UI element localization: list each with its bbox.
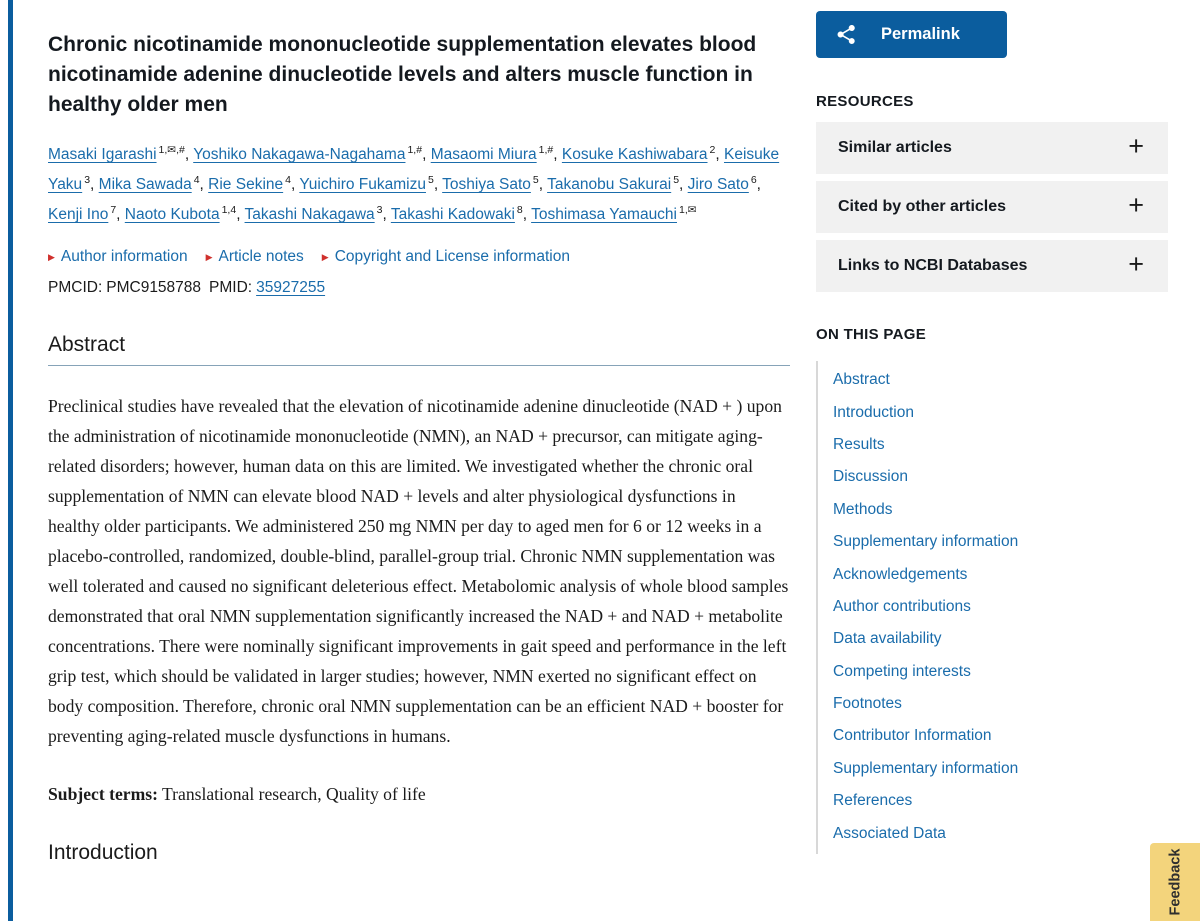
author-entry [390, 203, 532, 223]
author-separator: , [756, 176, 761, 193]
toc-link[interactable]: Results [833, 435, 885, 453]
expand-arrow-icon: ▶ [48, 251, 55, 262]
author-affiliation-sup: 6 [750, 173, 757, 186]
toc-link[interactable]: Competing interests [833, 662, 971, 680]
author-entry [299, 173, 443, 193]
author-affiliation-sup: 5 [427, 173, 434, 186]
toc-item [818, 753, 1168, 785]
author-entry [430, 143, 562, 163]
author-entry [561, 143, 724, 163]
author-separator: , [382, 206, 391, 223]
resources-accordion-item[interactable] [816, 181, 1168, 233]
author-link[interactable]: Mika Sawada [98, 176, 192, 193]
toc-link[interactable]: Methods [833, 500, 893, 518]
toc-link[interactable]: References [833, 792, 913, 810]
author-entry [48, 143, 194, 163]
author-link[interactable]: Toshimasa Yamauchi [531, 206, 677, 223]
author-affiliation-sup: 2 [709, 143, 716, 156]
right-sidebar [816, 0, 1168, 854]
toc-item [818, 623, 1168, 655]
on-this-page-heading: ON THIS PAGE [816, 326, 926, 343]
article-title: Chronic nicotinamide mononucleotide supplementation elevates blood nicotinamide adenine dinucleotide levels and alters muscle function in healthy older men [48, 33, 757, 116]
resources-heading: RESOURCES [816, 93, 914, 110]
author-separator: , [90, 176, 99, 193]
subject-terms [48, 784, 790, 805]
author-separator: , [236, 206, 245, 223]
feedback-button[interactable] [1150, 843, 1200, 921]
accordion-label: Similar articles [838, 139, 952, 156]
pmid-link[interactable]: 35927255 [256, 279, 326, 296]
meta-toggle-label: Copyright and License information [334, 248, 570, 265]
resources-accordion-item[interactable] [816, 122, 1168, 174]
author-link[interactable]: Kenji Ino [48, 206, 109, 223]
plus-icon: + [1128, 190, 1144, 220]
toc-link[interactable]: Acknowledgements [833, 565, 968, 583]
share-icon [836, 24, 857, 45]
author-link[interactable]: Takashi Kadowaki [390, 206, 515, 223]
author-affiliation-sup: 3 [376, 203, 383, 216]
author-separator: , [422, 146, 431, 163]
author-separator: , [199, 176, 209, 193]
toc-link[interactable]: Contributor Information [833, 727, 992, 745]
meta-toggle-label: Article notes [218, 248, 304, 265]
author-affiliation-sup: 7 [110, 203, 117, 216]
author-affiliation-sup: 1,✉ [679, 203, 697, 216]
abstract-divider [48, 365, 790, 366]
plus-icon: + [1128, 249, 1144, 279]
author-separator: , [184, 146, 194, 163]
author-link[interactable]: Jiro Sato [687, 176, 749, 193]
toc-item [818, 429, 1168, 461]
toc-item [818, 461, 1168, 493]
article-main-column [48, 0, 790, 865]
author-affiliation-sup: 1,# [407, 143, 423, 156]
author-affiliation-sup: 3 [84, 173, 91, 186]
toc-link[interactable]: Associated Data [833, 824, 946, 842]
article-ids-row [48, 279, 790, 297]
toc-item [818, 817, 1168, 849]
author-link[interactable]: Takanobu Sakurai [547, 176, 672, 193]
author-affiliation-sup: 4 [193, 173, 200, 186]
toc-link[interactable]: Supplementary information [833, 759, 1019, 777]
author-link[interactable]: Takashi Nakagawa [244, 206, 375, 223]
author-affiliation-sup: 4 [285, 173, 291, 186]
author-affiliation-sup: 1,✉,# [158, 143, 185, 156]
pmid-label: PMID: [209, 279, 253, 296]
author-entry [687, 173, 761, 193]
author-entry [98, 173, 209, 193]
permalink-label: Permalink [881, 25, 960, 43]
author-separator: , [116, 206, 125, 223]
resources-accordion-item[interactable] [816, 240, 1168, 292]
accordion-label: Links to NCBI Databases [838, 257, 1028, 274]
pmcid-value: PMC9158788 [106, 279, 202, 296]
toc-item [818, 558, 1168, 590]
author-separator: , [553, 146, 562, 163]
toc-item [818, 364, 1168, 396]
on-this-page-list [816, 361, 1168, 854]
toc-link[interactable]: Supplementary information [833, 533, 1019, 551]
author-entry [48, 203, 125, 223]
author-link[interactable]: Toshiya Sato [442, 176, 531, 193]
author-affiliation-sup: 8 [516, 203, 523, 216]
article-meta-toggles [48, 248, 790, 266]
meta-toggle-label: Author information [60, 248, 188, 265]
author-entry [193, 143, 431, 163]
introduction-heading: Introduction [48, 841, 158, 864]
toc-link[interactable]: Abstract [833, 371, 890, 389]
author-entry [208, 173, 300, 193]
toc-link[interactable]: Author contributions [833, 597, 971, 615]
author-separator: , [715, 146, 724, 163]
expand-arrow-icon: ▶ [205, 251, 213, 262]
toc-item [818, 656, 1168, 688]
author-affiliation-sup: 1,# [538, 143, 554, 156]
toc-link[interactable]: Introduction [833, 403, 914, 421]
author-link[interactable]: Rie Sekine [208, 176, 284, 193]
author-link[interactable]: Kosuke Kashiwabara [561, 146, 708, 163]
author-separator: , [290, 176, 300, 193]
meta-toggle-button[interactable] [206, 248, 304, 266]
author-separator: , [538, 176, 548, 193]
author-list [48, 140, 790, 230]
toc-item [818, 591, 1168, 623]
abstract-heading: Abstract [48, 333, 126, 356]
toc-item [818, 688, 1168, 720]
author-entry [244, 203, 391, 223]
abstract-text: Preclinical studies have revealed that the elevation of nicotinamide adenine dinucleotide (NAD + ) upon the administration of nicotinamide mononucleotide (NMN), an NAD + precursor, can mitigate aging-related disorders; however, human data on this are limited. We investigated whether the chronic oral supplementation of NMN can elevate blood NAD + levels and alter physiological dysfunctions in healthy older participants. We administered 250 mg NMN per day to aged men for 6 or 12 weeks in a placebo-controlled, randomized, double-blind, parallel-group trial. Chronic NMN supplementation was well tolerated and caused no significant deleterious effect. Metabolomic analysis of whole blood samples demonstrated that oral NMN supplementation significantly increased the NAD + and NAD + metabolite concentrations. There were nominally significant improvements in gait speed and performance in the left grip test, which should be validated in larger studies; however, NMN exerted no significant effect on body composition. Therefore, chronic oral NMN supplementation can be an efficient NAD + booster for preventing aging-related muscle dysfunctions in humans. [48, 396, 789, 746]
toc-item [818, 396, 1168, 428]
left-accent-bar [8, 0, 13, 921]
author-separator: , [522, 206, 532, 223]
author-link[interactable]: Naoto Kubota [124, 206, 220, 223]
accordion-label: Cited by other articles [838, 198, 1007, 215]
author-separator: , [433, 176, 443, 193]
toc-link[interactable]: Data availability [833, 630, 942, 648]
author-entry [124, 203, 245, 223]
meta-toggle-button[interactable] [48, 248, 188, 266]
toc-item [818, 526, 1168, 558]
feedback-label: Feedback [1167, 848, 1183, 916]
author-link[interactable]: Masaki Igarashi [48, 146, 157, 163]
author-separator: , [679, 176, 688, 193]
author-affiliation-sup: 1,4 [221, 203, 237, 216]
author-link[interactable]: Keisuke Yaku [48, 146, 780, 193]
author-entry [442, 173, 548, 193]
resources-accordion-list [816, 122, 1168, 292]
author-entry [531, 203, 697, 223]
author-link[interactable]: Yuichiro Fukamizu [299, 176, 426, 193]
author-affiliation-sup: 5 [532, 173, 539, 186]
expand-arrow-icon: ▶ [321, 251, 329, 262]
toc-item [818, 785, 1168, 817]
subject-terms-label: Subject terms: [48, 784, 158, 804]
pmcid-label: PMCID: [48, 279, 103, 296]
subject-terms-value: Translational research, Quality of life [157, 784, 426, 804]
author-entry [547, 173, 688, 193]
permalink-button[interactable] [816, 11, 1007, 58]
toc-link[interactable]: Discussion [833, 468, 908, 486]
author-affiliation-sup: 5 [673, 173, 680, 186]
plus-icon: + [1128, 131, 1144, 161]
author-link[interactable]: Masaomi Miura [430, 146, 537, 163]
author-link[interactable]: Yoshiko Nakagawa-Nagahama [193, 146, 406, 163]
toc-link[interactable]: Footnotes [833, 695, 902, 713]
toc-item [818, 494, 1168, 526]
toc-item [818, 720, 1168, 752]
meta-toggle-button[interactable] [322, 248, 570, 266]
